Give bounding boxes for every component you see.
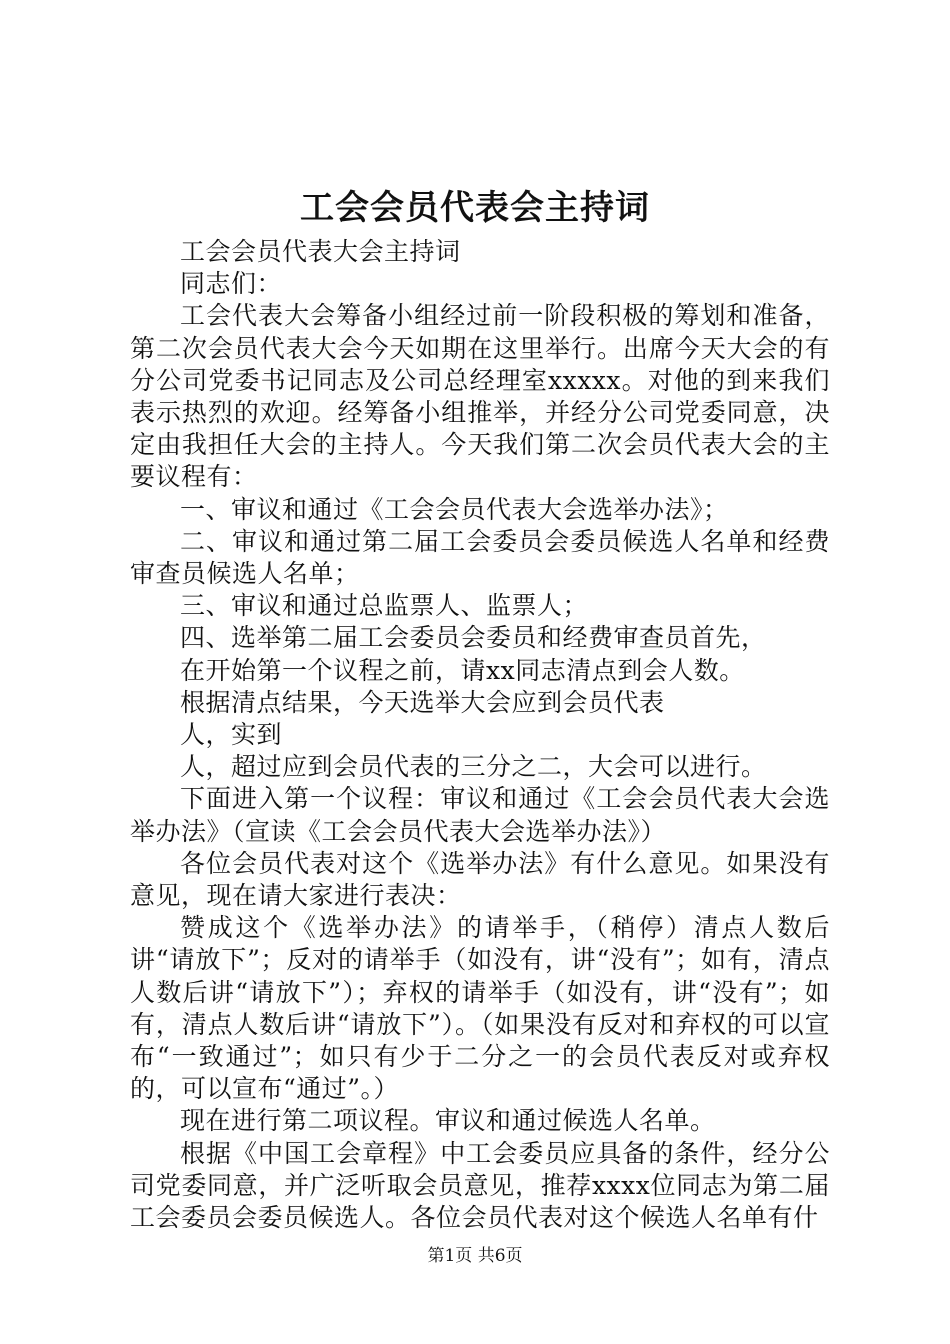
- paragraph: 下面进入第一个议程：审议和通过《工会会员代表大会选举办法》（宣读《工会会员代表大会选举办法》）: [130, 784, 830, 846]
- paragraph: 三、审议和通过总监票人、监票人；: [180, 591, 589, 621]
- paragraph: 工会会员代表大会主持词: [180, 237, 461, 266]
- paragraph: 工会代表大会筹备小组经过前一阶段积极的筹划和准备，第二次会员代表大会今天如期在这里举行。出席今天大会的有分公司党委书记同志及公司总经理室xxxxx。对他的到来我们表示热烈的欢迎。经筹备小组推举，并经分公司党委同意，决定由我担任大会的主持人。今天我们第二次会员代表大会的主要议程有：: [130, 301, 830, 492]
- page-footer: 第1页 共6页: [427, 1246, 523, 1266]
- paragraph: 各位会员代表对这个《选举办法》有什么意见。如果没有意见，现在请大家进行表决：: [130, 848, 830, 911]
- document-body: [130, 236, 830, 1234]
- paragraph: 根据《中国工会章程》中工会委员应具备的条件，经分公司党委同意，并广泛听取会员意见，推荐xxxx位同志为第二届工会委员会委员候选人。各位会员代表对这个候选人名单有什: [130, 1138, 830, 1233]
- paragraph: 人，实到: [180, 720, 283, 750]
- paragraph: 人，超过应到会员代表的三分之二，大会可以进行。: [180, 752, 767, 782]
- paragraph: 根据清点结果，今天选举大会应到会员代表: [180, 687, 665, 717]
- paragraph: 二、审议和通过第二届工会委员会委员候选人名单和经费审查员候选人名单；: [130, 526, 830, 589]
- paragraph: 四、选举第二届工会委员会委员和经费审查员首先，: [180, 623, 767, 653]
- paragraph: 一、审议和通过《工会会员代表大会选举办法》；: [180, 494, 729, 524]
- paragraph: 同志们：: [180, 269, 283, 299]
- paragraph: 赞成这个《选举办法》的请举手，（稍停）清点人数后讲“请放下”；反对的请举手（如没有，讲“没有”；如有，清点人数后讲“请放下”）；弃权的请举手（如没有，讲“没有”；如有，清点人数后讲“请放下”）。（如果没有反对和弃权的可以宣布“一致通过”；如只有少于二分之一的会员代表反对或弃权的，可以宣布“通过”。）: [130, 913, 830, 1104]
- paragraph: 现在进行第二项议程。审议和通过候选人名单。: [180, 1106, 716, 1136]
- paragraph: 在开始第一个议程之前，请xx同志清点到会人数。: [180, 655, 745, 685]
- document-title: 工会会员代表会主持词: [300, 188, 650, 228]
